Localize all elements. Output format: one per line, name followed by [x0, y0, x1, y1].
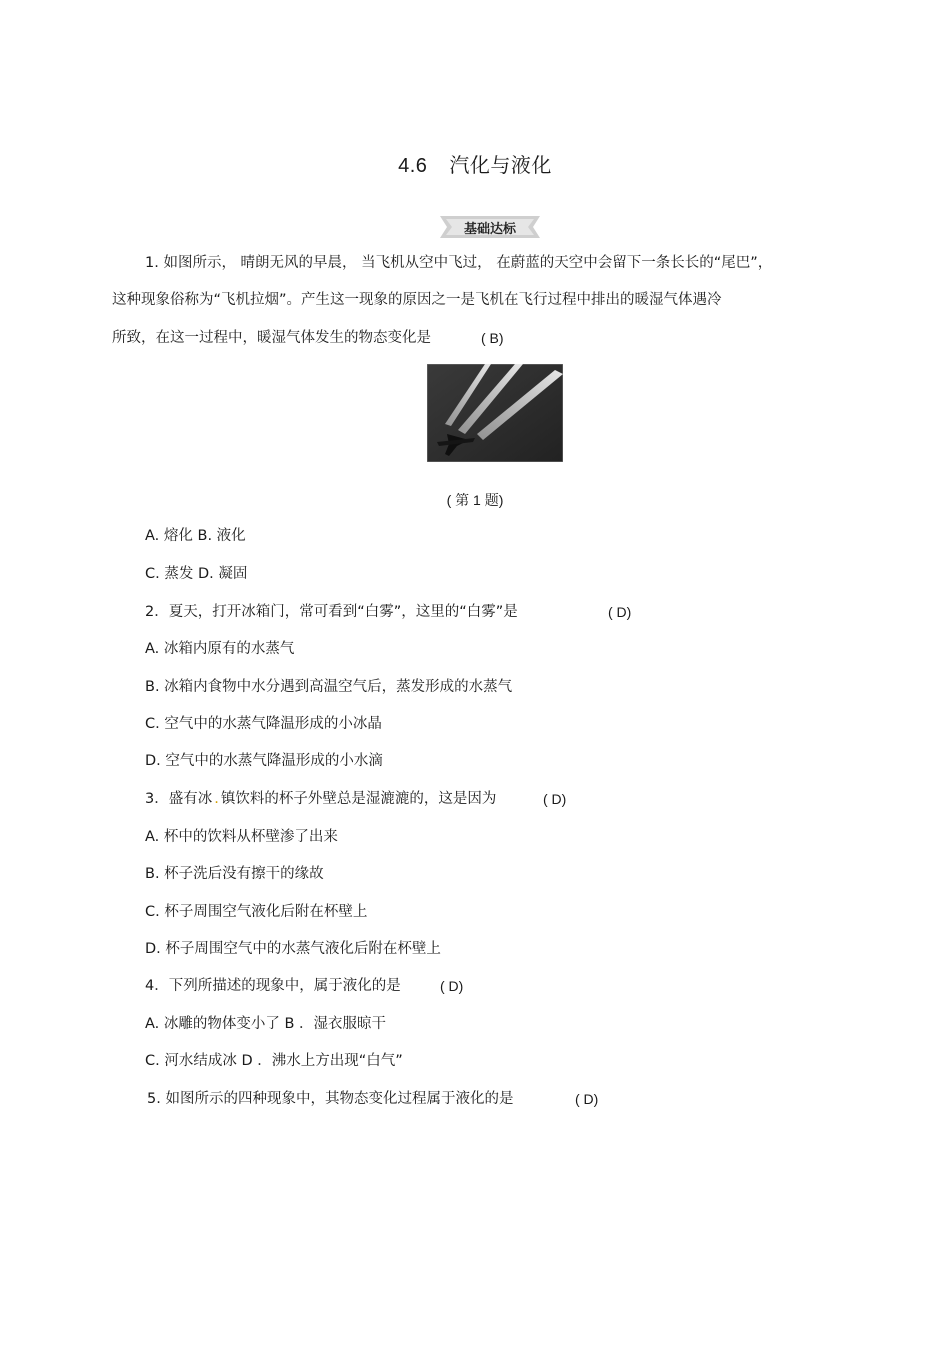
section-title: 汽化与液化 — [449, 153, 552, 177]
q2-stem: 2．夏天，打开冰箱门，常可看到“白雾”，这里的“白雾”是 — [145, 604, 518, 620]
q3-option-c: C. 杯子周围空气液化后附在杯壁上 — [145, 904, 368, 920]
q1-options-row-2: C. 蒸发 D. 凝固 — [145, 566, 248, 582]
section-number: 4.6 — [398, 155, 428, 177]
q1-line-2: 这种现象俗称为“飞机拉烟”。产生这一现象的原因之一是飞机在飞行过程中排出的暖湿气体遇冷 — [112, 292, 722, 308]
contrail-photo — [427, 364, 563, 462]
q3-stem-part-1: 3．盛有冰 — [145, 791, 213, 807]
q3-stem-part-2: 镇饮料的杯子外壁总是湿漉漉的，这是因为 — [220, 791, 497, 807]
q5-stem: 5. 如图所示的四种现象中，其物态变化过程属于液化的是 — [147, 1091, 514, 1107]
q3-option-a: A. 杯中的饮料从杯壁渗了出来 — [145, 829, 338, 845]
q3-option-d: D. 杯子周围空气中的水蒸气液化后附在杯壁上 — [145, 941, 441, 957]
q3-option-b: B. 杯子洗后没有擦干的缘故 — [145, 866, 324, 882]
q4-options-row-2: C. 河水结成冰 D ．沸水上方出现“白气” — [145, 1053, 403, 1069]
q3-answer: ( D) — [543, 791, 567, 807]
q4-answer: ( D) — [440, 978, 464, 994]
q1-options-row-1: A. 熔化 B. 液化 — [145, 528, 246, 544]
q1-answer: ( B) — [481, 330, 504, 346]
q2-option-d: D. 空气中的水蒸气降温形成的小水滴 — [145, 753, 383, 769]
q2-option-b: B. 冰箱内食物中水分遇到高温空气后，蒸发形成的水蒸气 — [145, 679, 513, 695]
q2-option-a: A. 冰箱内原有的水蒸气 — [145, 641, 295, 657]
q2-option-c: C. 空气中的水蒸气降温形成的小冰晶 — [145, 716, 382, 732]
figure-1-caption: ( 第 1 题) — [446, 492, 504, 508]
q5-answer: ( D) — [575, 1091, 599, 1107]
badge-label: 基础达标 — [463, 222, 516, 237]
q4-stem: 4．下列所描述的现象中，属于液化的是 — [145, 978, 401, 994]
q4-options-row-1: A. 冰雕的物体变小了 B ．湿衣服晾干 — [145, 1016, 387, 1032]
q2-answer: ( D) — [608, 604, 632, 620]
q3-stem — [145, 789, 496, 809]
q3-stem-mark: . — [214, 791, 219, 807]
section-badge — [440, 216, 540, 238]
airplane-contrail-image — [427, 364, 563, 462]
q1-line-1: 1. 如图所示， 晴朗无风的早晨， 当飞机从空中飞过， 在蔚蓝的天空中会留下一条长长的“尾巴”， — [145, 255, 773, 271]
page-title — [0, 149, 950, 178]
q1-line-3: 所致，在这一过程中，暖湿气体发生的物态变化是 — [112, 330, 431, 346]
